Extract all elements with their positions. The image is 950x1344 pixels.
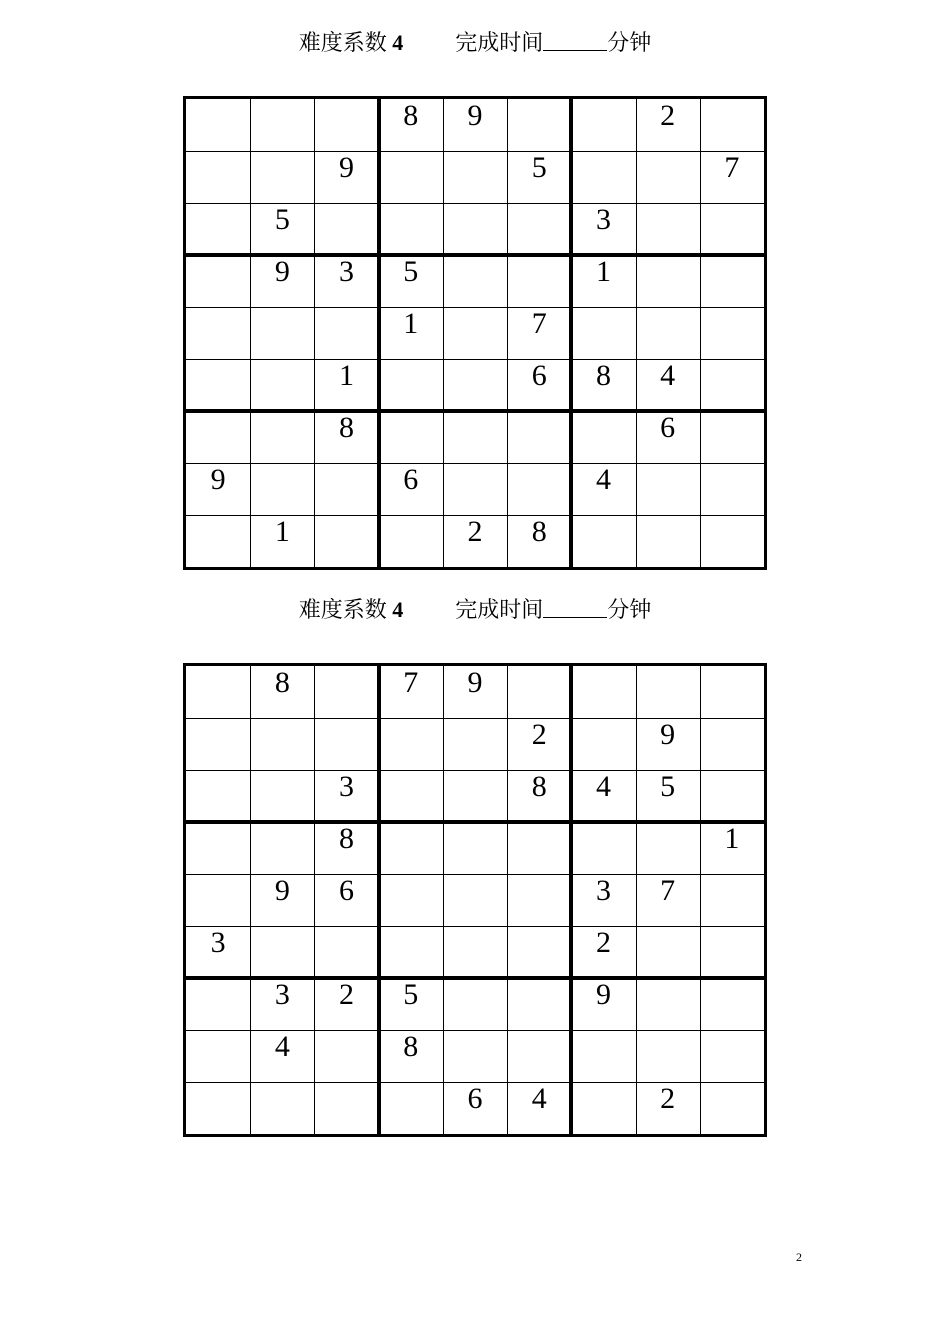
difficulty-level: 4 [392,30,404,55]
given-digit: 5 [403,255,419,288]
empty-cell[interactable] [250,359,314,411]
empty-cell[interactable] [250,1082,314,1134]
given-digit: 3 [595,874,611,907]
given-digit: 1 [595,255,611,288]
empty-cell[interactable] [250,926,314,978]
empty-cell[interactable] [314,203,378,255]
empty-cell[interactable] [443,203,507,255]
difficulty-level: 4 [392,597,404,622]
empty-cell[interactable] [700,307,764,359]
empty-cell[interactable] [700,1082,764,1134]
empty-cell[interactable] [636,822,700,874]
given-digit: 8 [531,770,547,803]
empty-cell[interactable] [443,307,507,359]
empty-cell[interactable] [636,978,700,1030]
given-digit: 1 [403,307,419,340]
empty-cell[interactable] [507,411,571,463]
empty-cell[interactable] [507,666,571,718]
given-digit: 5 [274,203,290,236]
given-digit: 8 [595,359,611,392]
empty-cell[interactable] [443,926,507,978]
given-digit: 2 [339,978,355,1011]
empty-cell[interactable] [314,463,378,515]
given-digit: 4 [660,359,676,392]
empty-cell[interactable] [700,718,764,770]
empty-cell[interactable] [700,203,764,255]
difficulty-label: 难度系数 [298,30,387,55]
empty-cell[interactable] [700,874,764,926]
given-digit: 7 [531,307,547,340]
empty-cell[interactable] [507,203,571,255]
given-digit: 5 [531,151,547,184]
empty-cell[interactable] [186,1030,250,1082]
given-digit: 3 [339,770,355,803]
page-number: 2 [796,1250,802,1264]
empty-cell[interactable] [314,1030,378,1082]
given-digit: 6 [403,463,419,496]
sudoku-grid-2 [183,663,767,1137]
given-digit: 1 [724,822,740,855]
empty-cell[interactable] [443,822,507,874]
empty-cell[interactable] [186,411,250,463]
empty-cell[interactable] [700,770,764,822]
given-digit: 4 [274,1030,290,1063]
time-unit: 分钟 [607,597,652,622]
empty-cell[interactable] [700,1030,764,1082]
given-digit: 9 [274,255,290,288]
given-digit: 6 [339,874,355,907]
empty-cell[interactable] [314,926,378,978]
empty-cell[interactable] [700,411,764,463]
empty-cell[interactable] [379,926,443,978]
empty-cell[interactable] [250,822,314,874]
empty-cell[interactable] [186,822,250,874]
empty-cell[interactable] [700,255,764,307]
given-digit: 3 [210,926,226,959]
empty-cell[interactable] [379,1082,443,1134]
given-digit: 2 [595,926,611,959]
given-digit: 7 [403,666,419,699]
empty-cell[interactable] [636,926,700,978]
given-digit: 9 [210,463,226,496]
given-digit: 6 [467,1082,483,1115]
empty-cell[interactable] [571,822,635,874]
empty-cell[interactable] [186,359,250,411]
empty-cell[interactable] [507,978,571,1030]
empty-cell[interactable] [250,307,314,359]
empty-cell[interactable] [379,203,443,255]
empty-cell[interactable] [700,666,764,718]
given-digit: 6 [660,411,676,444]
given-digit: 3 [274,978,290,1011]
given-digit: 9 [467,99,483,132]
time-unit: 分钟 [607,30,652,55]
empty-cell[interactable] [571,99,635,151]
empty-cell[interactable] [186,770,250,822]
given-digit: 9 [339,151,355,184]
puzzle-1-header [0,28,950,58]
empty-cell[interactable] [636,666,700,718]
empty-cell[interactable] [636,307,700,359]
time-blank[interactable] [543,28,607,51]
empty-cell[interactable] [443,718,507,770]
empty-cell[interactable] [507,1030,571,1082]
given-digit: 8 [339,822,355,855]
empty-cell[interactable] [250,151,314,203]
given-digit: 8 [531,515,547,548]
given-digit: 1 [339,359,355,392]
empty-cell[interactable] [443,411,507,463]
empty-cell[interactable] [379,770,443,822]
given-digit: 8 [403,1030,419,1063]
empty-cell[interactable] [186,99,250,151]
empty-cell[interactable] [443,151,507,203]
given-digit: 5 [403,978,419,1011]
empty-cell[interactable] [636,1030,700,1082]
empty-cell[interactable] [314,718,378,770]
empty-cell[interactable] [571,151,635,203]
empty-cell[interactable] [250,718,314,770]
empty-cell[interactable] [250,411,314,463]
given-digit: 5 [660,770,676,803]
given-digit: 1 [274,515,290,548]
empty-cell[interactable] [571,411,635,463]
given-digit: 2 [531,718,547,751]
given-digit: 9 [467,666,483,699]
difficulty-label: 难度系数 [298,597,387,622]
empty-cell[interactable] [186,203,250,255]
given-digit: 4 [595,463,611,496]
given-digit: 9 [595,978,611,1011]
empty-cell[interactable] [443,770,507,822]
given-digit: 7 [660,874,676,907]
empty-cell[interactable] [250,770,314,822]
empty-cell[interactable] [700,926,764,978]
empty-cell[interactable] [379,151,443,203]
empty-cell[interactable] [379,718,443,770]
empty-cell[interactable] [186,307,250,359]
empty-cell[interactable] [636,515,700,567]
given-digit: 9 [660,718,676,751]
given-digit: 2 [660,99,676,132]
given-digit: 9 [274,874,290,907]
empty-cell[interactable] [314,307,378,359]
empty-cell[interactable] [379,874,443,926]
given-digit: 4 [595,770,611,803]
empty-cell[interactable] [507,822,571,874]
given-digit: 4 [531,1082,547,1115]
empty-cell[interactable] [507,255,571,307]
empty-cell[interactable] [571,666,635,718]
time-label: 完成时间 [455,30,544,55]
empty-cell[interactable] [186,666,250,718]
empty-cell[interactable] [379,411,443,463]
empty-cell[interactable] [186,718,250,770]
empty-cell[interactable] [443,874,507,926]
empty-cell[interactable] [571,1030,635,1082]
empty-cell[interactable] [700,463,764,515]
empty-cell[interactable] [186,1082,250,1134]
empty-cell[interactable] [443,255,507,307]
empty-cell[interactable] [636,255,700,307]
empty-cell[interactable] [700,99,764,151]
empty-cell[interactable] [571,1082,635,1134]
given-digit: 7 [724,151,740,184]
empty-cell[interactable] [379,359,443,411]
given-digit: 2 [467,515,483,548]
empty-cell[interactable] [250,463,314,515]
empty-cell[interactable] [636,463,700,515]
empty-cell[interactable] [186,151,250,203]
given-digit: 6 [531,359,547,392]
empty-cell[interactable] [186,255,250,307]
empty-cell[interactable] [250,99,314,151]
empty-cell[interactable] [571,515,635,567]
given-digit: 8 [274,666,290,699]
empty-cell[interactable] [314,1082,378,1134]
given-digit: 2 [660,1082,676,1115]
given-digit: 8 [403,99,419,132]
empty-cell[interactable] [379,515,443,567]
empty-cell[interactable] [443,463,507,515]
empty-cell[interactable] [379,822,443,874]
empty-cell[interactable] [314,515,378,567]
empty-cell[interactable] [507,99,571,151]
empty-cell[interactable] [636,203,700,255]
given-digit: 3 [339,255,355,288]
empty-cell[interactable] [700,978,764,1030]
sudoku-grid-1 [183,96,767,570]
empty-cell[interactable] [507,874,571,926]
empty-cell[interactable] [314,99,378,151]
empty-cell[interactable] [443,978,507,1030]
time-label: 完成时间 [455,597,544,622]
empty-cell[interactable] [700,359,764,411]
empty-cell[interactable] [186,978,250,1030]
empty-cell[interactable] [314,666,378,718]
empty-cell[interactable] [443,359,507,411]
puzzle-2-header [0,595,950,625]
empty-cell[interactable] [186,515,250,567]
empty-cell[interactable] [507,926,571,978]
empty-cell[interactable] [571,307,635,359]
empty-cell[interactable] [507,463,571,515]
empty-cell[interactable] [186,874,250,926]
empty-cell[interactable] [700,515,764,567]
given-digit: 3 [595,203,611,236]
time-blank[interactable] [543,595,607,618]
given-digit: 8 [339,411,355,444]
empty-cell[interactable] [571,718,635,770]
empty-cell[interactable] [443,1030,507,1082]
empty-cell[interactable] [636,151,700,203]
